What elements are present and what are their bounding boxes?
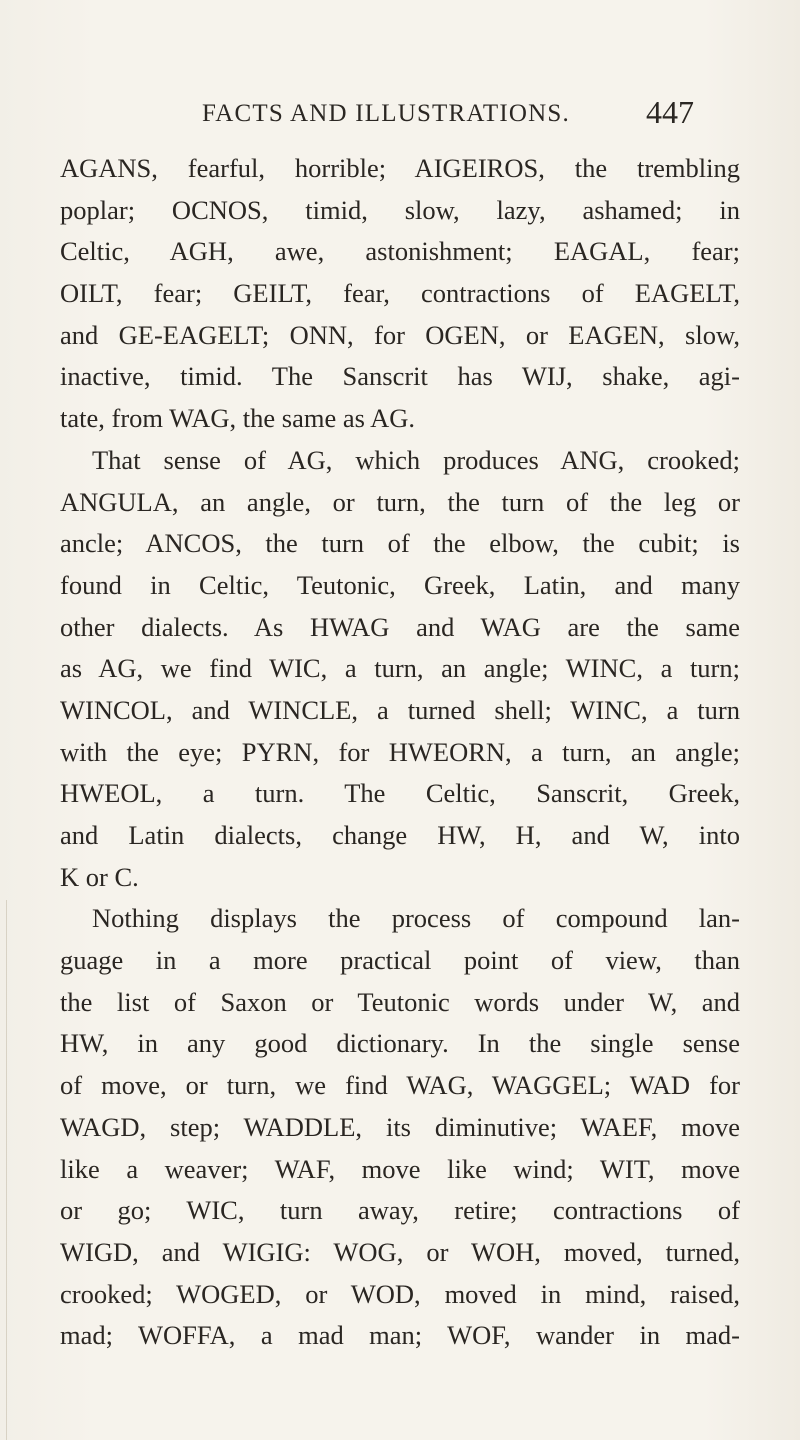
text-line: other dialects. As HWAG and WAG are the same [60, 611, 740, 642]
text-line: That sense of AG, which produces ANG, crooked; [92, 444, 740, 475]
text-line: and GE-EAGELT; ONN, for OGEN, or EAGEN, slow, [60, 319, 740, 350]
text-line: of move, or turn, we find WAG, WAGGEL; WAD for [60, 1070, 740, 1101]
page-edge-shadow [0, 900, 7, 1440]
text-line: poplar; OCNOS, timid, slow, lazy, ashamed; in [60, 194, 740, 225]
text-line: HWEOL, a turn. The Celtic, Sanscrit, Greek, [60, 778, 740, 809]
text-line: WIGD, and WIGIG: WOG, or WOH, moved, turned, [60, 1236, 740, 1267]
text-line: crooked; WOGED, or WOD, moved in mind, raised, [60, 1278, 740, 1309]
text-line: as AG, we find WIC, a turn, an angle; WINC, a turn; [60, 653, 740, 684]
text-line: guage in a more practical point of view, than [60, 945, 740, 976]
text-line: like a weaver; WAF, move like wind; WIT, move [60, 1153, 740, 1184]
text-line: with the eye; PYRN, for HWEORN, a turn, an angle; [60, 736, 740, 767]
text-line: and Latin dialects, change HW, H, and W, into [60, 820, 740, 850]
text-line: mad; WOFFA, a mad man; WOF, wander in mad- [60, 1320, 740, 1351]
text-line: tate, from WAG, the same as AG. [60, 403, 415, 434]
text-line: the list of Saxon or Teutonic words under W, and [60, 986, 740, 1017]
text-line: AGANS, fearful, horrible; AIGEIROS, the trembling [60, 153, 740, 183]
text-line: WINCOL, and WINCLE, a turned shell; WINC, a turn [60, 694, 740, 725]
page-header [0, 78, 800, 128]
text-line: ancle; ANCOS, the turn of the elbow, the cubit; is [60, 528, 740, 559]
running-head: FACTS AND ILLUSTRATIONS. [202, 100, 570, 127]
text-line: OILT, fear; GEILT, fear, contractions of EAGELT, [60, 278, 740, 309]
text-line: Nothing displays the process of compound lan- [92, 903, 740, 934]
text-line: WAGD, step; WADDLE, its diminutive; WAEF, move [60, 1111, 740, 1142]
page-number: 447 [646, 94, 694, 130]
text-line: HW, in any good dictionary. In the single sense [60, 1028, 740, 1059]
text-line: or go; WIC, turn away, retire; contractions of [60, 1195, 740, 1226]
text-line: K or C. [60, 861, 139, 892]
body-text [60, 148, 740, 1357]
text-line: found in Celtic, Teutonic, Greek, Latin, and many [60, 569, 740, 600]
text-line: Celtic, AGH, awe, astonishment; EAGAL, fear; [60, 236, 740, 267]
text-line: inactive, timid. The Sanscrit has WIJ, shake, agi- [60, 361, 740, 392]
text-line: ANGULA, an angle, or turn, the turn of the leg or [60, 486, 740, 517]
